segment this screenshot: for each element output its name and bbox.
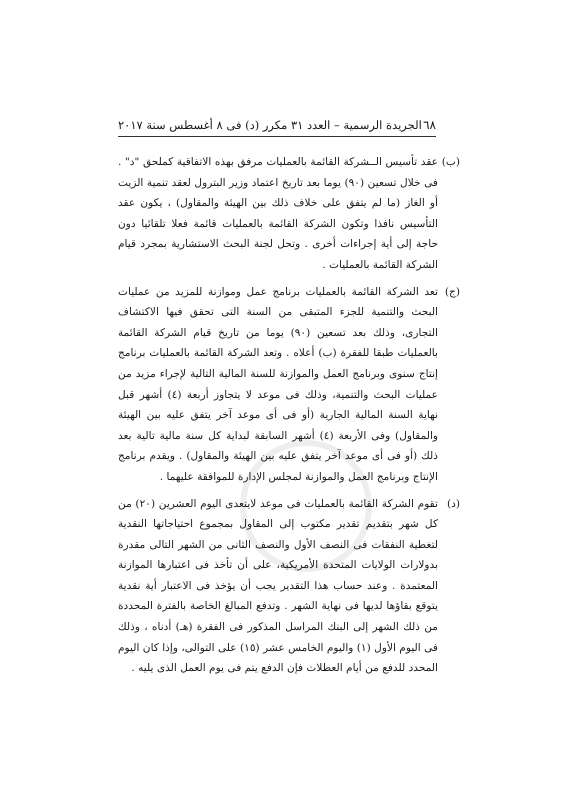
clause-marker: (ب) — [441, 156, 460, 168]
clause-d — [118, 494, 460, 679]
clause-c — [118, 282, 460, 488]
header-divider — [118, 136, 436, 137]
clause-text: عقد تأسيس الــشركة القائمة بالعمليات مرفق بهذه الاتفاقية كملحق "د" . فى خلال تسعين (٩٠) يوما بعد تاريخ اعتماد وزير البترول لعقد تنمية الزيت أو الغاز (ما لم يتفق على خلاف ذلك بين الهيئة والمقاول) ، يكون عقد التأسيس نافذا وتكون الشركة القائمة بالعمليات قائمة فعلا تلقائيا دون حاجة إلى أية إجراءات أخرى . وتحل لجنة البحث الاستشارية بمجرد قيام الشركة القائمة بالعمليات . — [118, 156, 438, 271]
page-number: ٦٨ — [423, 118, 436, 132]
clause-marker: (د) — [447, 497, 460, 510]
document-body — [118, 152, 460, 685]
clause-text: تقوم الشركة القائمة بالعمليات فى موعد لايتعدى اليوم العشرين (٢٠) من كل شهر بتقديم تقدير مكتوب إلى المقاول بمجموع احتياجاتها النقدية لتغطية النفقات فى النصف الأول والنصف الثانى من الشهر التالى مقدرة بدولارات الولايات المتحدة الأمريكية، على أن تأخذ فى اعتبارها الموازنة المعتمدة . وعند حساب هذا التقدير يجب أن يؤخذ فى الاعتبار أية نقدية يتوقع بقاؤها لديها فى نهاية الشهر . وتدفع المبالغ الخاصة بالفترة المحددة من ذلك الشهر إلى البنك المراسل المذكور فى الفقرة (هـ) أدناه ، وذلك فى اليوم الأول (١) واليوم الخامس عشر (١٥) على التوالى، وإذا كان اليوم المحدد للدفع من أيام العطلات فإن الدفع يتم فى يوم العمل الذى يليه . — [118, 497, 438, 675]
clause-text: تعد الشركة القائمة بالعمليات برنامج عمل وموازنة للمزيد من عمليات البحث والتنمية للجزء المتبقى من السنة التى تحقق فيها الاكتشاف التجارى، وذلك بعد تسعين (٩٠) يوما من تاريخ قيام الشركة القائمة بالعمليات طبقا للفقرة (ب) أعلاه . وتعد الشركة القائمة بالعمليات برنامج إنتاج سنوى وبرنامج العمل والموازنة للسنة المالية التالية لإجراء مزيد من عمليات البحث والتنمية، وذلك فى موعد لا يتجاوز أربعة (٤) أشهر قبل نهاية السنة المالية الجارية (أو فى أى موعد آخر يتفق عليه بين الهيئة والمقاول) وفى الأربعة (٤) أشهر السابقة لبداية كل سنة مالية تالية بعد ذلك (أو فى أى موعد آخر يتفق عليه بين الهيئة والمقاول) . ويقدم برنامج الإنتاج وبرنامج العمل والموازنة لمجلس الإدارة للموافقة عليهما . — [118, 285, 439, 483]
gazette-title: الجريدة الرسمية – العدد ٣١ مكرر (د) فى ٨ أغسطس سنة ٢٠١٧ — [118, 118, 422, 132]
clause-marker: (ج) — [444, 285, 460, 298]
clause-b — [118, 152, 460, 276]
page-header — [118, 118, 436, 132]
